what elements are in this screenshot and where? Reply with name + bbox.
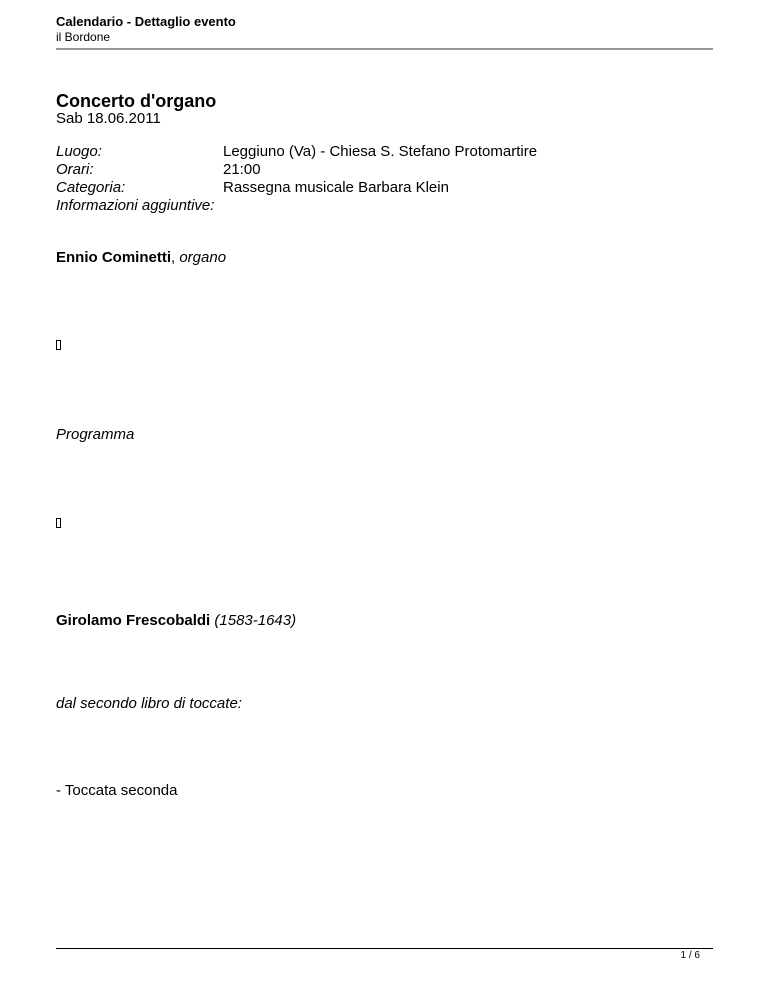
piece-line: - Toccata seconda: [56, 782, 178, 799]
performer-name: Ennio Cominetti: [56, 249, 171, 266]
orari-label: Orari:: [56, 161, 94, 178]
header-title: Calendario - Dettaglio evento: [56, 14, 236, 29]
categoria-label: Categoria:: [56, 179, 126, 196]
event-title: Concerto d'organo: [56, 91, 217, 111]
performer-line: [56, 249, 226, 267]
missing-glyph-icon: [56, 340, 61, 350]
performer-separator: ,: [171, 249, 180, 266]
programma-heading: Programma: [56, 426, 135, 443]
categoria-value: Rassegna musicale Barbara Klein: [223, 179, 449, 196]
document-header: [56, 14, 712, 45]
composer-name: Girolamo Frescobaldi: [56, 612, 211, 629]
book-line: dal secondo libro di toccate:: [56, 695, 242, 712]
luogo-value: Leggiuno (Va) - Chiesa S. Stefano Protomartire: [223, 143, 538, 160]
detail-row-categoria: [56, 179, 537, 197]
event-details: [56, 143, 537, 215]
detail-row-luogo: [56, 143, 537, 161]
orari-value: 21:00: [223, 161, 261, 178]
info-label: Informazioni aggiuntive:: [56, 197, 215, 214]
composer-dates: (1583-1643): [214, 612, 297, 629]
composer-line: [56, 612, 296, 630]
luogo-label: Luogo:: [56, 143, 102, 160]
footer-divider: [56, 948, 713, 949]
header-subtitle: il Bordone: [56, 30, 111, 44]
performer-role: organo: [179, 249, 227, 266]
event-date: Sab 18.06.2011: [56, 110, 161, 127]
missing-glyph-icon: [56, 518, 61, 528]
header-divider: [56, 48, 713, 50]
detail-row-info: [56, 197, 537, 215]
page-number: 1 / 6: [680, 950, 700, 961]
detail-row-orari: [56, 161, 537, 179]
